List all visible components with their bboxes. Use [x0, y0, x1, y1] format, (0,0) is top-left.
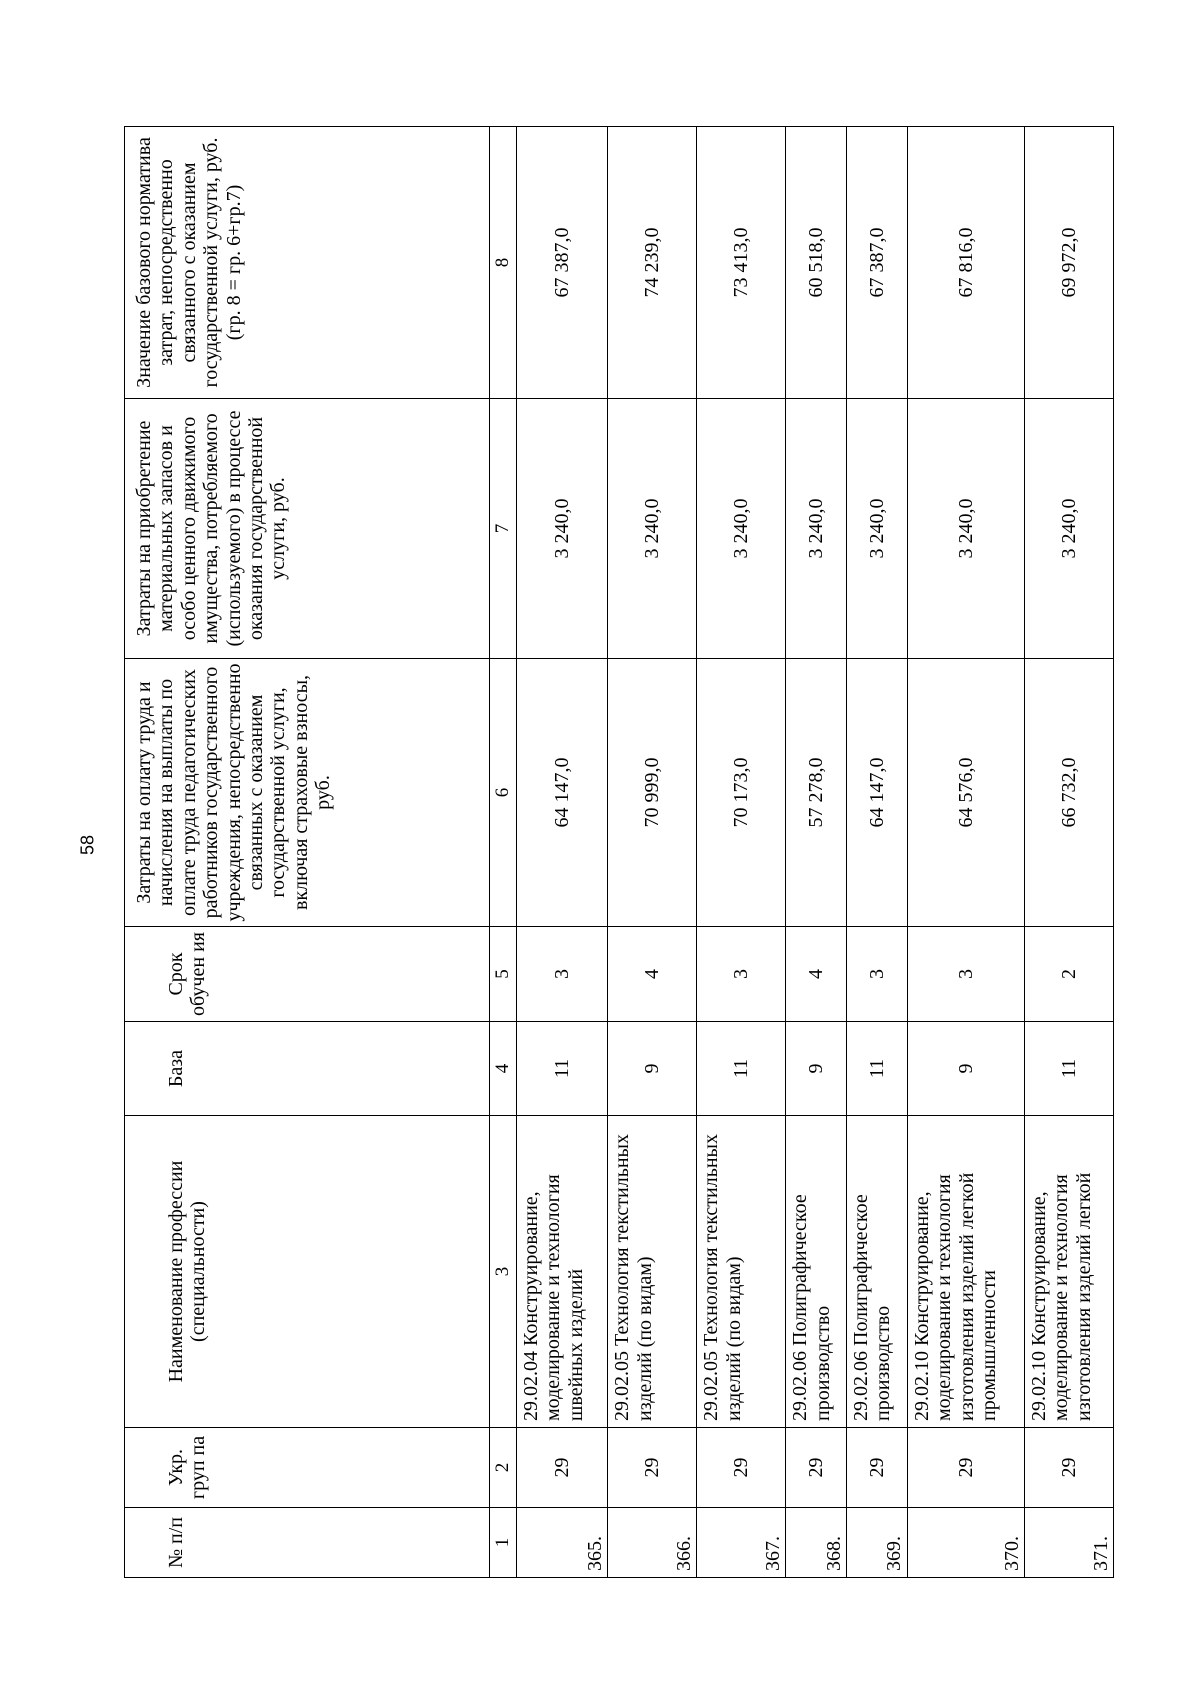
- row-profession: 29.02.06 Полиграфическое производство: [846, 1116, 907, 1428]
- table-row: [1024, 127, 1113, 1578]
- header-base: База: [125, 1022, 490, 1116]
- row-labor: 64 147,0: [517, 659, 608, 927]
- table-row: [907, 127, 1024, 1578]
- row-index: 368.: [786, 1508, 847, 1578]
- row-index: 371.: [1024, 1508, 1113, 1578]
- table-row: [846, 127, 907, 1578]
- row-base: 11: [517, 1022, 608, 1116]
- column-number: 3: [490, 1116, 517, 1428]
- row-materials: 3 240,0: [517, 399, 608, 659]
- header-labor-costs: Затраты на оплату труда и начисления на выплаты по оплате труда педагогических работников государственного учреждения, непосредственно связанных с оказанием государственной услуги, включая страховые взносы, руб.: [125, 659, 490, 927]
- row-index: 367.: [697, 1508, 786, 1578]
- row-total: 74 239,0: [608, 127, 697, 399]
- column-number: 8: [490, 127, 517, 399]
- row-total: 67 387,0: [517, 127, 608, 399]
- row-total: 67 816,0: [907, 127, 1024, 399]
- row-term: 3: [907, 927, 1024, 1022]
- row-labor: 66 732,0: [1024, 659, 1113, 927]
- row-group: 29: [907, 1428, 1024, 1508]
- row-total: 67 387,0: [846, 127, 907, 399]
- table-row: [697, 127, 786, 1578]
- row-materials: 3 240,0: [608, 399, 697, 659]
- row-materials: 3 240,0: [786, 399, 847, 659]
- row-labor: 70 173,0: [697, 659, 786, 927]
- row-group: 29: [1024, 1428, 1113, 1508]
- row-group: 29: [608, 1428, 697, 1508]
- table-row: [517, 127, 608, 1578]
- header-index: № п/п: [125, 1508, 490, 1578]
- header-base-norm: Значение базового норматива затрат, непосредственно связанного с оказанием государственной услуги, руб. (гр. 8 = гр. 6+гр.7): [125, 127, 490, 399]
- row-materials: 3 240,0: [697, 399, 786, 659]
- row-total: 60 518,0: [786, 127, 847, 399]
- row-labor: 64 576,0: [907, 659, 1024, 927]
- column-number: 7: [490, 399, 517, 659]
- column-number: 1: [490, 1508, 517, 1578]
- row-index: 366.: [608, 1508, 697, 1578]
- row-base: 9: [608, 1022, 697, 1116]
- row-base: 9: [786, 1022, 847, 1116]
- row-group: 29: [846, 1428, 907, 1508]
- row-labor: 57 278,0: [786, 659, 847, 927]
- header-term: Срок обучен ия: [125, 927, 490, 1022]
- page-number: 58: [77, 834, 98, 856]
- row-profession: 29.02.10 Конструирование, моделирование и технология изготовления изделий легкой промышленности: [907, 1116, 1024, 1428]
- row-labor: 70 999,0: [608, 659, 697, 927]
- row-term: 4: [608, 927, 697, 1022]
- rotated-table-container: [124, 127, 1114, 1578]
- row-total: 69 972,0: [1024, 127, 1113, 399]
- row-term: 3: [517, 927, 608, 1022]
- table-row: [608, 127, 697, 1578]
- column-number-row: [490, 127, 517, 1578]
- row-index: 370.: [907, 1508, 1024, 1578]
- row-labor: 64 147,0: [846, 659, 907, 927]
- header-profession: Наименование профессии (специальности): [125, 1116, 490, 1428]
- row-profession: 29.02.04 Конструирование, моделирование и технология швейных изделий: [517, 1116, 608, 1428]
- column-number: 6: [490, 659, 517, 927]
- row-term: 3: [846, 927, 907, 1022]
- cost-norms-table: [124, 126, 1114, 1578]
- row-profession: 29.02.05 Технология текстильных изделий (по видам): [608, 1116, 697, 1428]
- row-materials: 3 240,0: [907, 399, 1024, 659]
- row-materials: 3 240,0: [846, 399, 907, 659]
- row-term: 4: [786, 927, 847, 1022]
- row-base: 11: [846, 1022, 907, 1116]
- header-material-costs: Затраты на приобретение материальных запасов и особо ценного движимого имущества, потребляемого (используемого) в процессе оказания государственной услуги, руб.: [125, 399, 490, 659]
- row-term: 3: [697, 927, 786, 1022]
- row-profession: 29.02.05 Технология текстильных изделий (по видам): [697, 1116, 786, 1428]
- row-base: 9: [907, 1022, 1024, 1116]
- header-group: Укр. груп па: [125, 1428, 490, 1508]
- row-group: 29: [517, 1428, 608, 1508]
- row-term: 2: [1024, 927, 1113, 1022]
- row-profession: 29.02.10 Конструирование, моделирование и технология изготовления изделий легкой: [1024, 1116, 1113, 1428]
- column-number: 2: [490, 1428, 517, 1508]
- column-number: 4: [490, 1022, 517, 1116]
- column-number: 5: [490, 927, 517, 1022]
- row-materials: 3 240,0: [1024, 399, 1113, 659]
- row-profession: 29.02.06 Полиграфическое производство: [786, 1116, 847, 1428]
- row-index: 369.: [846, 1508, 907, 1578]
- row-total: 73 413,0: [697, 127, 786, 399]
- table-row: [786, 127, 847, 1578]
- row-group: 29: [697, 1428, 786, 1508]
- row-base: 11: [697, 1022, 786, 1116]
- header-row: [125, 127, 490, 1578]
- row-group: 29: [786, 1428, 847, 1508]
- row-base: 11: [1024, 1022, 1113, 1116]
- row-index: 365.: [517, 1508, 608, 1578]
